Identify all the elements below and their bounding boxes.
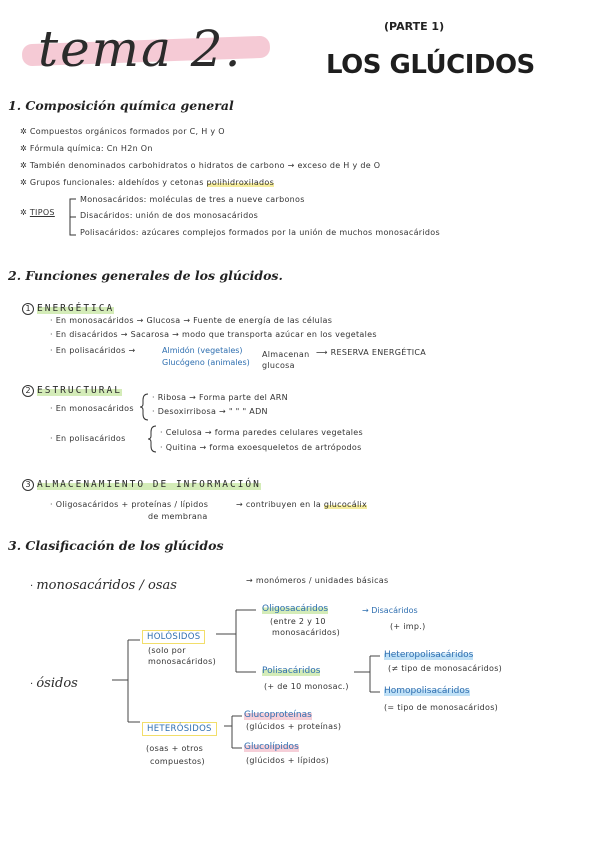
oligosacaridos-node: Oligosacáridos (262, 604, 329, 614)
holosidos-node: HOLÓSIDOS (142, 632, 205, 642)
function-estructural-title: 2 ESTRUCTURAL (22, 378, 122, 397)
estructural-poli-brace (148, 424, 158, 454)
bullet-composition: ✲ Compuestos orgánicos formados por C, H y O (20, 127, 225, 136)
heterosidos-sub-1: (osas + otros (146, 744, 204, 753)
monosacaridos-desc: → monómeros / unidades básicas (246, 576, 389, 585)
heteropolisacaridos-node: Heteropolisacáridos (384, 650, 474, 660)
holosidos-sub-2: monosacáridos) (148, 657, 216, 666)
osidos-label: · ósidos (30, 676, 78, 691)
quitina-line: · Quitina → forma exoesqueletos de artrópodos (160, 443, 362, 452)
tipos-bracket (64, 195, 80, 241)
almacenan-glucosa: Almacenan glucosa (262, 350, 310, 370)
estructural-mono-brace (140, 392, 150, 422)
glucolip-sub: (glúcidos + lípidos) (246, 756, 330, 765)
almacenamiento-contribuyen: → contribuyen en la glucocálix (236, 500, 368, 509)
disacaridos-node: → Disacáridos (362, 606, 418, 615)
ribosa-line: · Ribosa → Forma parte del ARN (152, 393, 288, 402)
oligo-sub-2: monosacáridos) (272, 628, 340, 637)
tipos-label: ✲ TIPOS (20, 208, 55, 217)
glucolipidos-node: Glucolípidos (244, 742, 299, 752)
part-label: (PARTE 1) (384, 20, 445, 33)
reserva-energetica: ⟶ RESERVA ENERGÉTICA (316, 348, 427, 357)
oligo-sub-1: (entre 2 y 10 (270, 617, 326, 626)
glucoproteinas-node: Glucoproteínas (244, 710, 312, 720)
disacaridos-sub: (+ imp.) (390, 622, 426, 631)
monosacaridos-osas: · monosacáridos / osas (30, 578, 177, 593)
homopolisacaridos-node: Homopolisacáridos (384, 686, 470, 696)
energetica-line-1: · En monosacáridos → Glucosa → Fuente de energía de las células (50, 316, 333, 325)
section-1-heading: 1. Composición química general (8, 98, 234, 113)
page-title: tema 2. (38, 20, 243, 78)
function-energetica-title: 1 ENERGÉTICA (22, 296, 114, 315)
glucoprot-sub: (glúcidos + proteínas) (246, 722, 342, 731)
almidon: Almidón (vegetales) (162, 346, 243, 355)
function-almacenamiento-title: 3 ALMACENAMIENTO DE INFORMACIÓN (22, 472, 261, 491)
section-3-heading: 3. Clasificación de los glúcidos (8, 538, 224, 553)
estructural-mono-label: · En monosacáridos (50, 404, 134, 413)
energetica-line-3: · En polisacáridos → (50, 346, 136, 355)
heteropoli-sub: (≠ tipo de monosacáridos) (388, 664, 503, 673)
homopoli-sub: (= tipo de monosacáridos) (384, 703, 499, 712)
bullet-functional-groups: ✲ Grupos funcionales: aldehídos y cetonas polihidroxilados (20, 178, 275, 187)
tipo-polisacaridos: Polisacáridos: azúcares complejos formados por la unión de muchos monosacáridos (80, 228, 440, 237)
desoxirribosa-line: · Desoxirribosa → " " " ADN (152, 407, 268, 416)
polisacaridos-node: Polisacáridos (262, 666, 321, 676)
bullet-formula: ✲ Fórmula química: Cn H2n On (20, 144, 153, 153)
tipo-monosacaridos: Monosacáridos: moléculas de tres a nueve carbonos (80, 195, 305, 204)
topic-title: LOS GLÚCIDOS (326, 50, 535, 80)
tipo-disacaridos: Disacáridos: unión de dos monosacáridos (80, 211, 259, 220)
glucogeno: Glucógeno (animales) (162, 358, 250, 367)
heterosidos-node: HETERÓSIDOS (142, 724, 217, 734)
energetica-line-2: · En disacáridos → Sacarosa → modo que transporta azúcar en los vegetales (50, 330, 377, 339)
section-2-heading: 2. Funciones generales de los glúcidos. (8, 268, 283, 283)
heterosidos-sub-2: compuestos) (150, 757, 205, 766)
bullet-denomination: ✲ También denominados carbohidratos o hidratos de carbono → exceso de H y de O (20, 161, 381, 170)
estructural-poli-label: · En polisacáridos (50, 434, 126, 443)
almacenamiento-membrana: de membrana (148, 512, 208, 521)
celulosa-line: · Celulosa → forma paredes celulares vegetales (160, 428, 363, 437)
holosidos-sub-1: (solo por (148, 646, 186, 655)
polisac-sub: (+ de 10 monosac.) (264, 682, 349, 691)
almacenamiento-line: · Oligosacáridos + proteínas / lípidos (50, 500, 209, 509)
